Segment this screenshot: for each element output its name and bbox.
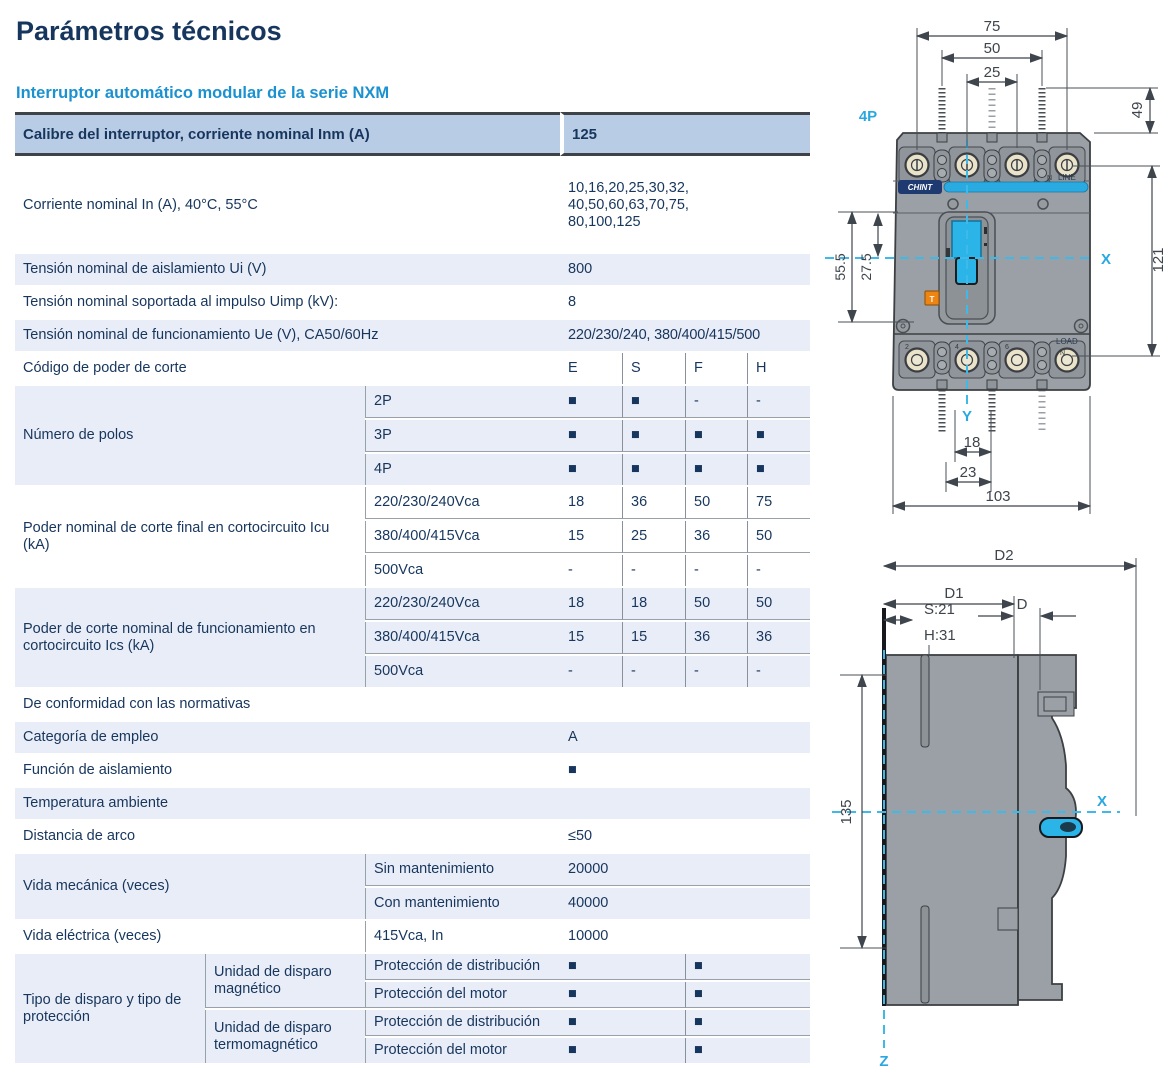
table-row: 380/400/415Vca 15 25 36 50 [15, 521, 810, 553]
table-row: Poder nominal de corte final en cortocircuito Icu (kA) 220/230/240Vca 18 36 50 75 [15, 487, 810, 519]
col-code-E: E [560, 353, 622, 384]
row-label: Número de polos [15, 386, 365, 485]
row-label: Tensión nominal de aislamiento Ui (V) [15, 254, 560, 285]
x-axis-label: X [1097, 793, 1108, 810]
row-label: Categoría de empleo [15, 722, 560, 753]
row-label: De conformidad con las normativas [15, 689, 810, 720]
terminal-number: 4 [955, 344, 959, 351]
table-row: Con mantenimiento 40000 [15, 888, 810, 919]
dim-121: 121 [1150, 247, 1167, 273]
terminal-number: 6 [1005, 344, 1009, 351]
row-label: Poder nominal de corte final en cortocircuito Icu (kA) [15, 487, 365, 586]
row-value: A [560, 722, 810, 753]
row-label: Vida mecánica (veces) [15, 854, 365, 919]
header-value: 125 [560, 112, 810, 156]
parameters-table [15, 110, 810, 1065]
dim-55-5: 55.5 [832, 253, 848, 281]
dim-50: 50 [983, 40, 1001, 57]
row-label: Tensión nominal soportada al impulso Uimp (kV): [15, 287, 560, 318]
table-header-row [15, 112, 810, 156]
side-view-drawing [828, 540, 1170, 1082]
trip-unit-label: Unidad de disparo magnético [205, 954, 365, 1008]
row-value: ■ [560, 755, 810, 786]
row-value: ≤50 [560, 821, 810, 852]
row-value: 800 [560, 254, 810, 285]
y-axis-label: Y [961, 408, 973, 425]
table-row [15, 788, 810, 819]
z-axis-label: Z [879, 1053, 889, 1070]
table-row: 380/400/415Vca 15 15 36 36 [15, 622, 810, 654]
dim-27-5: 27.5 [858, 253, 874, 281]
neutral-label: N [1047, 175, 1053, 182]
col-code-F: F [685, 353, 747, 384]
table-row: Vida eléctrica (veces) 415Vca, In 10000 [15, 921, 810, 952]
col-code-H: H [747, 353, 810, 384]
table-row: 500Vca - - - - [15, 555, 810, 586]
row-value: 8 [560, 287, 810, 318]
table-row [15, 158, 810, 252]
row-label: Distancia de arco [15, 821, 560, 852]
row-value: 220/230/240, 380/400/415/500 [560, 320, 810, 351]
row-label: Vida eléctrica (veces) [15, 921, 365, 952]
table-row: Unidad de disparo termomagnético Protección de distribución ■ ■ [15, 1010, 810, 1036]
dim-103: 103 [985, 488, 1011, 505]
table-row [15, 254, 810, 285]
table-row: Protección del motor ■ ■ [15, 982, 810, 1008]
front-view-drawing [790, 0, 1170, 535]
load-label: LOAD [1056, 337, 1078, 346]
header-label: Calibre del interruptor, corriente nominal Inm (A) [15, 112, 560, 156]
table-row: Protección del motor ■ ■ [15, 1038, 810, 1063]
dim-h31: H:31 [924, 627, 956, 644]
row-label: Corriente nominal In (A), 40°C, 55°C [15, 158, 560, 252]
neutral-label: N [1060, 350, 1066, 357]
pole-count-label: 4P [858, 108, 878, 125]
table-row [15, 353, 810, 384]
row-label: Tipo de disparo y tipo de protección [15, 954, 205, 1063]
row-label: Código de poder de corte [15, 353, 560, 384]
dim-d1: D1 [944, 585, 964, 602]
dim-18: 18 [963, 434, 981, 451]
table-row: Tipo de disparo y tipo de protección Unidad de disparo magnético Protección de distribución ■ ■ [15, 954, 810, 980]
svg-text:T: T [929, 295, 935, 304]
row-label: Tensión nominal de funcionamiento Ue (V), CA50/60Hz [15, 320, 560, 351]
row-label: Función de aislamiento [15, 755, 560, 786]
chint-logo [898, 180, 1088, 194]
col-code-S: S [622, 353, 685, 384]
table-row [15, 320, 810, 351]
table-row: Vida mecánica (veces) Sin mantenimiento 20000 [15, 854, 810, 886]
row-label: Poder de corte nominal de funcionamiento en cortocircuito Ics (kA) [15, 588, 365, 687]
dim-75: 75 [983, 18, 1001, 35]
terminal-number: 2 [905, 344, 909, 351]
table-row: 500Vca - - - - [15, 656, 810, 687]
table-row [15, 755, 810, 786]
breaker-side-body [884, 608, 1082, 1006]
x-axis-label: X [1101, 251, 1112, 268]
row-label: Temperatura ambiente [15, 788, 560, 819]
trip-unit-label: Unidad de disparo termomagnético [205, 1010, 365, 1063]
page-title: Parámetros técnicos [16, 16, 282, 46]
table-row: Número de polos 2P ■ ■ - - [15, 386, 810, 418]
dim-s21: S:21 [924, 601, 955, 618]
series-subtitle: Interruptor automático modular de la serie NXM [16, 84, 390, 102]
dim-d2: D2 [994, 547, 1014, 564]
table-row: Poder de corte nominal de funcionamiento en cortocircuito Ics (kA) 220/230/240Vca 18 18 50 50 [15, 588, 810, 620]
table-row: 3P ■ ■ ■ ■ [15, 420, 810, 452]
test-button [925, 291, 939, 305]
side-handle [1040, 818, 1082, 837]
table-row [15, 287, 810, 318]
dim-49: 49 [1129, 101, 1146, 119]
dim-25: 25 [983, 64, 1001, 81]
row-value: 10,16,20,25,30,32, 40,50,60,63,70,75, 80,100,125 [560, 158, 810, 252]
line-label: LINE [1058, 173, 1076, 182]
table-row: 4P ■ ■ ■ ■ [15, 454, 810, 485]
svg-text:CHINT: CHINT [907, 183, 933, 192]
dim-135: 135 [838, 799, 855, 825]
dim-d: D [1016, 596, 1028, 613]
breaker-front-body [893, 88, 1090, 434]
dim-23: 23 [959, 464, 977, 481]
table-row [15, 821, 810, 852]
row-value [560, 788, 810, 819]
table-row [15, 722, 810, 753]
table-row [15, 689, 810, 720]
